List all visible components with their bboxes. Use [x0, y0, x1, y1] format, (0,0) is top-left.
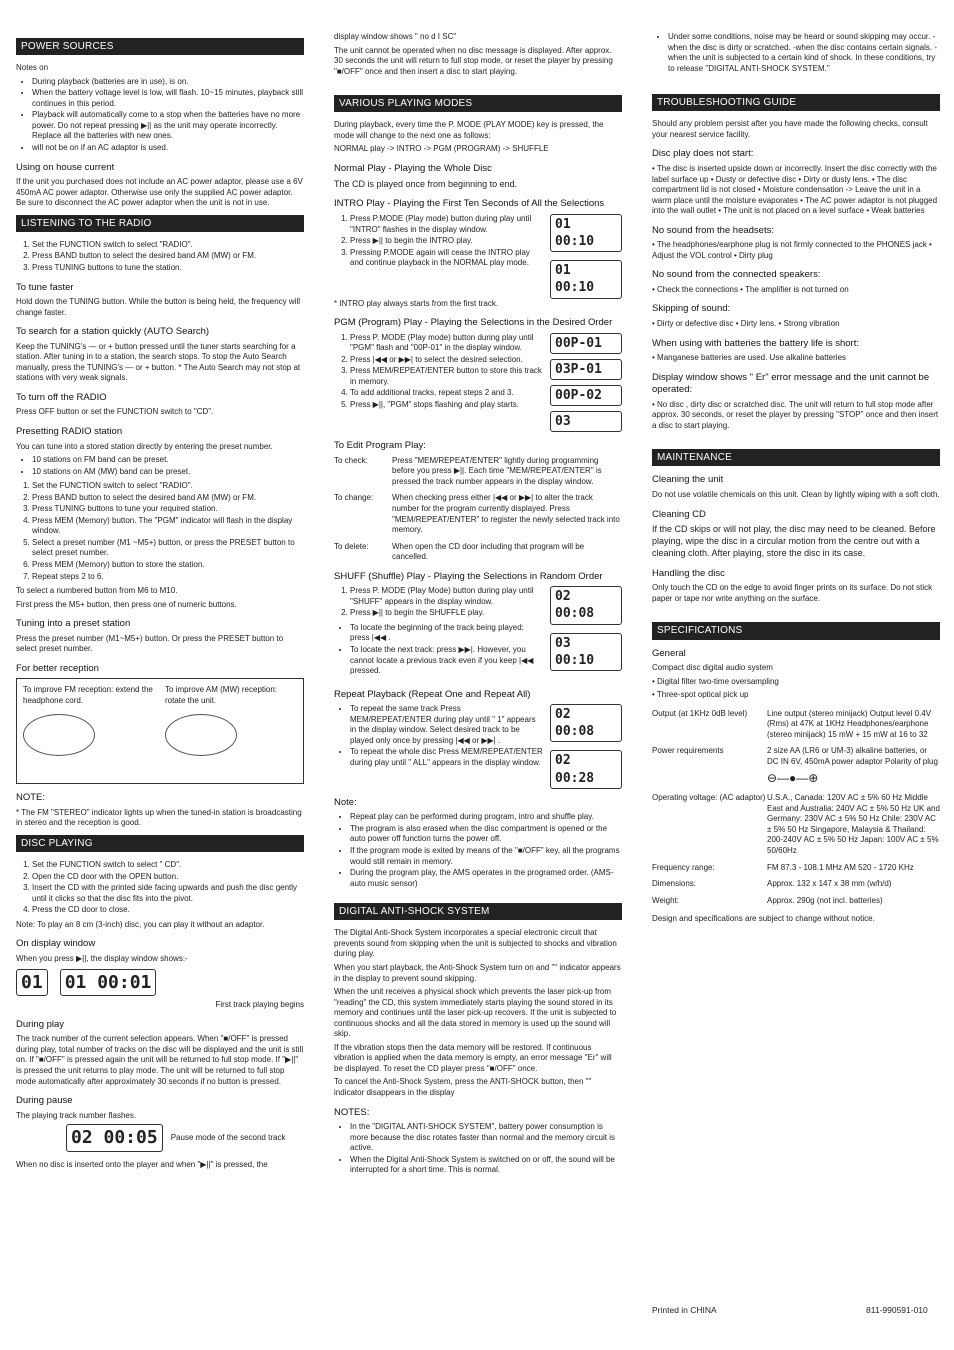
lcd-text: 02 00:08	[555, 589, 595, 622]
list-item: 3. Insert the CD with the printed side facing upwards and push the disc gently until it clicks so that the disc fits into the pivot.	[32, 883, 304, 904]
subheading: SHUFF (Shuffle) Play - Playing the Selections in Random Order	[334, 570, 603, 582]
list-item: 2. Press BAND button to select the desired band AM (MW) or FM.	[32, 493, 304, 504]
pgm-block	[334, 333, 622, 433]
list-item: 1. Set the FUNCTION switch to select "RADIO".	[32, 240, 304, 251]
subheading: PGM (Program) Play - Playing the Selections in the Desired Order	[334, 317, 613, 329]
spec-key: Power requirements	[652, 746, 724, 756]
polarity-icon: ⊖—●—⊕	[767, 771, 819, 786]
lcd-row	[16, 969, 304, 997]
lcd-display	[66, 1124, 163, 1152]
paragraph: • Three-spot optical pick up	[652, 690, 749, 700]
list-item: 4. To add additional tracks, repeat steps 2 and 3.	[350, 388, 544, 399]
subheading: Skipping of sound:	[652, 303, 731, 315]
lcd-text: 03 00:10	[555, 635, 595, 668]
subheading: Handling the disc	[652, 567, 725, 579]
spec-key: Output (at 1KHz 0dB level)	[652, 708, 748, 718]
list-item: 3. Pressing P.MODE again will cease the INTRO play and continue playback in the NORMAL play mode.	[350, 248, 544, 269]
column-2	[334, 32, 622, 1180]
lcd-text: 01 00:01	[64, 971, 152, 993]
edit-value: Press "MEM/REPEAT/ENTER" lightly during programming before you press ▶||. Each time "MEM/REPEAT/ENTER" is pressed the track number appears in the display window.	[392, 455, 602, 486]
spec-value: FM 87.3 - 108.1 MHz AM 520 - 1720 KHz	[767, 862, 914, 872]
spec-row	[652, 863, 940, 874]
subheading: Cleaning the unit	[652, 474, 724, 486]
section-heading: VARIOUS PLAYING MODES	[334, 95, 622, 112]
lcd-display	[550, 750, 622, 788]
lcd-stack	[550, 704, 622, 789]
lcd-text: 03P-01	[555, 361, 602, 377]
pgm-steps	[334, 333, 544, 429]
list-item: • To locate the next track: press ▶▶|. However, you cannot locate a previous track even if you keep |◀◀ pressed.	[350, 645, 544, 677]
repeat-block	[334, 704, 622, 789]
repeat-items	[334, 704, 544, 785]
subheading: Normal Play - Playing the Whole Disc	[334, 163, 492, 175]
paragraph: * The FM "STEREO" indicator lights up when the tuned-in station is broadcasting in stereo and the reception is good.	[16, 807, 302, 828]
spec-key: Dimensions:	[652, 879, 697, 889]
paragraph: Design and specifications are subject to change without notice.	[652, 914, 875, 924]
list-item: 3. Press TUNING buttons to tune the station.	[32, 263, 304, 274]
list-item: 3. Press TUNING buttons to tune your required station.	[32, 504, 304, 515]
shuff-block	[334, 586, 622, 680]
paragraph: • No disc , dirty disc or scratched disc. The unit will return to full stop mode after approx. 30 seconds, or reset the player by pressing "STOP" once and then insert a disc to start playing.	[652, 399, 939, 430]
list-item: 1. Set the FUNCTION switch to select " CD".	[32, 860, 304, 871]
subheading: Cleaning CD	[652, 508, 706, 520]
subheading: Tuning into a preset station	[16, 618, 131, 630]
lcd-display	[550, 214, 622, 252]
list-item: 7. Repeat steps 2 to 6.	[32, 572, 304, 583]
paragraph: The track number of the current selection appears. When "■/OFF" is pressed during play, total number of tracks on the disc will be displayed and the unit is still on. If "■/OFF" is pressed again the unit will be returned to full stop mode. If "▶||" is pressed the unit returns to play mode. The unit will be returned to full stop mode automatically after approximately 30 seconds if no button is pressed.	[16, 1034, 304, 1086]
section-heading: TROUBLESHOOTING GUIDE	[652, 94, 940, 111]
list-item: 3. Press MEM/REPEAT/ENTER button to store this track in memory.	[350, 366, 544, 387]
list-item: • To repeat the whole disc Press MEM/REPEAT/ENTER during play until " ALL" appears in the display window.	[350, 747, 544, 768]
lcd-display	[550, 586, 622, 624]
paragraph: Only touch the CD on the edge to avoid finger prints on its surface. Do not stick paper or tape nor write anything on the surface.	[652, 583, 933, 603]
edit-row	[334, 493, 622, 535]
list-item: 4. Press the CD door to close.	[32, 905, 304, 916]
subheading: Presetting RADIO station	[16, 425, 123, 437]
list-item: • To locate the beginning of the track being played: press |◀◀ .	[350, 623, 544, 644]
lcd-display	[550, 260, 622, 298]
spec-row	[652, 896, 940, 907]
lcd-display	[16, 969, 48, 997]
subheading: Repeat Playback (Repeat One and Repeat All)	[334, 688, 531, 700]
lcd-text: 02 00:05	[71, 1127, 158, 1149]
paragraph: Compact disc digital audio system	[652, 663, 773, 673]
subheading: To turn off the RADIO	[16, 391, 107, 403]
paragraph: • Digital filter two-time oversampling	[652, 676, 779, 686]
lcd-display	[60, 969, 157, 997]
paragraph: To select a numbered button from M6 to M10.	[16, 586, 178, 596]
fm-tip	[23, 685, 155, 777]
intro-steps	[334, 214, 544, 295]
subheading: No sound from the headsets:	[652, 224, 774, 236]
paragraph: The playing track number flashes.	[16, 1110, 137, 1120]
list-item: • The program is also erased when the disc compartment is opened or the auto power off function turns the power off.	[350, 824, 622, 845]
power-bullets	[16, 77, 304, 154]
spec-value: U.S.A., Canada: 120V AC ± 5% 60 Hz Middle East and Australia: 240V AC ± 5% 50 Hz UK and Germany: 230V AC ± 5% 50 Hz Chile: 230V AC ± 5% 50 Hz Singapore, Malaysia & Thailand: 200-240V AC ± 5% 50 Hz Japan: 100V AC ± 5% 50/60Hz	[767, 793, 940, 855]
column-1	[16, 32, 304, 1173]
list-item: 2. Open the CD door with the OPEN button.	[32, 872, 304, 883]
lcd-text: 00P-02	[555, 387, 602, 403]
lcd-text: 02 00:08	[555, 707, 595, 740]
subheading: For better reception	[16, 662, 99, 674]
subheading: To Edit Program Play:	[334, 440, 426, 452]
spec-row	[652, 879, 940, 890]
spec-table	[652, 709, 940, 906]
list-item: 1. Set the FUNCTION switch to select "RADIO".	[32, 481, 304, 492]
section-heading: POWER SOURCES	[16, 38, 304, 55]
lcd-text: 03	[555, 414, 571, 430]
lcd-stack	[550, 333, 622, 433]
section-heading: DISC PLAYING	[16, 835, 304, 852]
edit-value: When checking press either |◀◀ or ▶▶| to alter the track number for the program currently displayed. Press "MEM/REPEAT/ENTER" to register the newly selected track into memory.	[392, 493, 620, 535]
edit-value: When open the CD door including that program will be cancelled.	[392, 541, 585, 562]
paragraph: • The headphones/earphone plug is not firmly connected to the PHONES jack • Adjust the VOL control • Dirty plug	[652, 240, 932, 260]
edit-key: To delete:	[334, 541, 369, 551]
lcd-stack	[550, 586, 622, 680]
paragraph: • Manganese batteries are used. Use alkaline batteries	[652, 353, 847, 363]
list-item: • When the Digital Anti-Shock System is switched on or off, the sound will be interrupted for a short time. This is normal.	[350, 1155, 622, 1176]
spec-row	[652, 793, 940, 856]
paragraph: When you press ▶||, the display window shows:-	[16, 953, 188, 963]
reception-illustration	[16, 678, 304, 784]
paragraph: If the unit you purchased does not include an AC power adaptor, please use a 6V 450mA AC power adaptor. Otherwise use only the supplied AC power adaptor. Be sure to disconnect the AC power adaptor when the unit is not in use.	[16, 177, 303, 208]
list-item: 2. Press ▶|| to begin the SHUFFLE play.	[350, 608, 544, 619]
mode-notes	[334, 812, 622, 889]
edit-key: To check:	[334, 455, 368, 465]
lcd-display	[550, 385, 622, 406]
subheading: Note:	[334, 796, 357, 808]
am-tip-text: To improve AM (MW) reception: rotate the unit.	[165, 685, 278, 705]
paragraph: Hold down the TUNING button. While the button is being held, the frequency will change faster.	[16, 297, 301, 317]
list-item: 1. Press P. MODE (Play mode) button during play until "PGM" flash and "00P-01" in the display window.	[350, 333, 544, 354]
list-item: • When the battery voltage level is low, will flash. 10~15 minutes, playback still continues in this period.	[32, 88, 304, 109]
noise-bullets	[652, 32, 940, 74]
lcd-text: 01 00:10	[555, 216, 595, 250]
list-item: • To repeat the same track Press MEM/REPEAT/ENTER during play until " 1" appears in the display window. Select desired track to be played only once by pressing |◀◀ or ▶▶| .	[350, 704, 544, 746]
printed-in: Printed in CHINA	[652, 1305, 717, 1315]
list-item: • During playback (batteries are in use), is on.	[32, 77, 304, 88]
spec-value: Approx. 290g (not incl. batteries)	[767, 895, 883, 905]
lcd-text: 01	[21, 971, 43, 993]
subheading: Display window shows " Er" error message and the unit cannot be operated:	[652, 371, 930, 396]
das-notes	[334, 1122, 622, 1176]
list-item: • In the "DIGITAL ANTI-SHOCK SYSTEM", battery power consumption is more because the disc rotates faster than normal and the memory circuit is active.	[350, 1122, 622, 1154]
list-item: 6. Press MEM (Memory) button to store the station.	[32, 560, 304, 571]
disc-steps	[16, 860, 304, 916]
spec-value: Line output (stereo minijack) Output level 0.4V (Rms) at 47K at 1KHz Headphones/earphone (stereo minijack) 15 mW + 15 mW at 16 to 32	[767, 708, 932, 739]
paragraph: * INTRO play always starts from the first track.	[334, 298, 499, 308]
spec-value: Approx. 132 x 147 x 38 mm (w/h/d)	[767, 879, 892, 889]
paragraph: The unit cannot be operated when no disc message is displayed. After approx. 30 seconds the unit will return to full stop mode, or reset the player by pressing "■/OFF" once and then insert a disc to start playing.	[334, 45, 613, 76]
lcd-display	[550, 333, 622, 354]
lcd-text: 00P-01	[555, 335, 602, 351]
subheading: To tune faster	[16, 281, 74, 293]
subheading: NOTE:	[16, 792, 46, 804]
subheading: General	[652, 647, 686, 659]
paragraph: • Check the connections • The amplifier is not turned on	[652, 284, 849, 294]
paragraph: Press the preset number (M1~M5+) button. Or press the PRESET button to select preset number.	[16, 633, 284, 654]
list-item: 2. Press ▶|| to begin the INTRO play.	[350, 236, 544, 247]
edit-row	[334, 542, 622, 563]
section-heading: LISTENING TO THE RADIO	[16, 215, 304, 232]
section-heading: SPECIFICATIONS	[652, 622, 940, 639]
preset-steps	[16, 481, 304, 582]
paragraph: During playback, every time the P. MODE (PLAY MODE) key is pressed, the mode will change to the next one as follows:	[334, 120, 604, 140]
intro-block	[334, 214, 622, 299]
lcd-stack	[550, 214, 622, 299]
paragraph: NORMAL play -> INTRO -> PGM (PROGRAM) -> SHUFFLE	[334, 144, 549, 154]
trouble-list	[652, 148, 940, 431]
subheading: NOTES:	[334, 1106, 370, 1118]
pause-row	[66, 1124, 304, 1152]
subheading: During pause	[16, 1095, 73, 1107]
shuff-notes	[334, 623, 544, 677]
section-heading: MAINTENANCE	[652, 449, 940, 466]
paragraph: • The disc is inserted upside down or incorrectly. Insert the disc correctly with the label surface up • Dusty or defective disc • Dirty or dusty lens. • The disc compartment lid is not closed • Moisture condensation -> Leave the unit in a warm place until the moisture evaporates • The AC power adaptor is not plugged into the wall outlet • The unit is not placed on a level surface • Weak batteries	[652, 164, 938, 216]
list-item: 5. Select a preset number (M1 ~M5+) button, or press the PRESET button to select preset number.	[32, 538, 304, 559]
shuff-steps	[334, 586, 544, 619]
caption: Pause mode of the second track	[170, 1132, 286, 1142]
list-item: 2. Press BAND button to select the desired band AM (MW) or FM.	[32, 251, 304, 262]
spec-key: Weight:	[652, 895, 679, 905]
list-item: 1. Press P.MODE (Play mode) button during play until "INTRO" flashes in the display window.	[350, 214, 544, 235]
preset-bullets	[16, 455, 304, 477]
list-item: • During the program play, the AMS operates in the programed order. (AMS-auto music sensor)	[350, 868, 622, 889]
edit-key: To change:	[334, 493, 374, 503]
paragraph: You can tune into a stored station directly by entering the preset number.	[16, 441, 273, 451]
paragraph: If the vibration stops then the data memory will be restored. If continuous vibration is applied when the data memory is empty, an error message "Er" will be displayed. To reset the CD player press "■/OFF" once.	[334, 1042, 612, 1073]
column-3	[652, 32, 940, 928]
paragraph: When no disc is inserted onto the player and when "▶||" is pressed, the	[16, 1159, 268, 1169]
paragraph: The CD is played once from beginning to end.	[334, 178, 518, 189]
spec-value	[767, 746, 940, 787]
subheading: On display window	[16, 938, 96, 950]
list-item: 4. Press MEM (Memory) button. The "PGM" indicator will flash in the display window.	[32, 516, 304, 537]
paragraph: When you start playback, the Anti-Shock System turn on and "" indicator appears in the display to prevent sound skipping.	[334, 962, 621, 983]
fm-tip-text: To improve FM reception: extend the headphone cord.	[23, 685, 153, 705]
subheading: Disc play does not start:	[652, 148, 754, 160]
part-number: 811-990591-010	[866, 1305, 928, 1315]
paragraph: First press the M5+ button, then press one of numeric buttons.	[16, 599, 237, 609]
list-item: • Repeat play can be performed during program, intro and shuffle play.	[350, 812, 622, 823]
cd-player-illustration	[165, 714, 237, 756]
section-heading: DIGITAL ANTI-SHOCK SYSTEM	[334, 903, 622, 920]
notes-on: Notes on	[16, 63, 49, 73]
spec-key: Operating voltage: (AC adaptor)	[652, 793, 766, 803]
lcd-display	[550, 704, 622, 742]
list-item: • 10 stations on AM (MW) band can be preset.	[32, 467, 304, 478]
list-item: • If the program mode is exited by means of the "■/OFF" key, all the programs would still remain in memory.	[350, 846, 622, 867]
paragraph: If the CD skips or will not play, the disc may need to be cleaned. Before playing, wipe the disc in a circular motion from the centre out with a cleaning cloth. After playing, store the disc in its case.	[652, 524, 936, 558]
paragraph: To cancel the Anti-Shock System, press the ANTI-SHOCK button, then "" indicator disappears in the display	[334, 1077, 592, 1097]
list-item: 5. Press ▶||, "PGM" stops flashing and play starts.	[350, 400, 544, 411]
caption: First track playing begins	[215, 1000, 304, 1010]
lcd-text: 01 00:10	[555, 263, 595, 296]
paragraph: Keep the TUNING's — or + button pressed until the tuner starts searching for a station. After tuning in to a station, the search stops. To stop the Auto Search manually, press the TUNING's — or + button. * The Auto Search may not stop at stations with very weak signals.	[16, 341, 301, 383]
spec-key: Frequency range:	[652, 862, 715, 872]
paragraph: When the unit receives a physical shock which prevents the laser pick-up from "reading" the CD, this system immediately starts playing the sound stored in its memory and continues until the laser pick-up recovers. If the unit is subjected to continuous shocks and all the data stored in memory is used up the sound will skip.	[334, 987, 617, 1039]
paragraph: display window shows " no d I SC"	[334, 32, 457, 41]
subheading: To search for a station quickly (AUTO Search)	[16, 326, 210, 338]
spec-value-text: 2 size AA (LR6 or UM-3) alkaline batteries, or DC IN 6V, 450mA power adaptor Polarity of plug	[767, 746, 938, 766]
lcd-display	[550, 359, 622, 380]
paragraph: Do not use volatile chemicals on this unit. Clean by lightly wiping with a soft cloth.	[652, 490, 940, 500]
am-tip	[165, 685, 297, 777]
list-item: • Under some conditions, noise may be heard or sound skipping may occur. -when the disc is dirty or scratched. -when the disc contains certain signals. -when the unit is subjected to a certain kind of shock. In these conditions, try to release "DIGITAL ANTI-SHOCK SYSTEM."	[668, 32, 940, 74]
subheading: No sound from the connected speakers:	[652, 269, 821, 281]
paragraph: Should any problem persist after you have made the following checks, consult your nearest service facility.	[652, 119, 928, 139]
subheading: During play	[16, 1018, 65, 1030]
subheading: Using on house current	[16, 161, 115, 173]
spec-row	[652, 709, 940, 741]
shuff-text	[334, 586, 544, 680]
subheading: INTRO Play - Playing the First Ten Seconds of All the Selections	[334, 198, 605, 210]
list-item: 1. Press P. MODE (Play Mode) button during play until "SHUFF" appears in the display window.	[350, 586, 544, 607]
list-item: • will not be on if an AC adaptor is used.	[32, 143, 304, 154]
list-item: 2. Press |◀◀ or ▶▶| to select the desired selection.	[350, 355, 544, 366]
list-item: • Playback will automatically come to a stop when the batteries have no more power. Do not repeat pressing ▶|| as the unit may operate incorrectly. Replace all the batteries with new ones.	[32, 110, 304, 142]
spec-row	[652, 746, 940, 787]
radio-steps	[16, 240, 304, 274]
edit-row	[334, 456, 622, 488]
cd-player-illustration	[23, 714, 95, 756]
list-item: • 10 stations on FM band can be preset.	[32, 455, 304, 466]
subheading: When using with batteries the battery life is short:	[652, 337, 859, 349]
lcd-display	[550, 411, 622, 432]
lcd-display	[550, 633, 622, 671]
paragraph: The Digital Anti-Shock System incorporates a special electronic circuit that prevents sound from skipping when the unit is subjected to shocks and vibration during play.	[334, 928, 617, 959]
paragraph: Press OFF button or set the FUNCTION switch to "CD".	[16, 407, 214, 417]
paragraph: Note: To play an 8 cm (3-inch) disc, you can play it without an adaptor.	[16, 919, 265, 929]
paragraph: • Dirty or defective disc • Dirty lens. • Strong vibration	[652, 318, 840, 328]
lcd-text: 02 00:28	[555, 753, 595, 786]
